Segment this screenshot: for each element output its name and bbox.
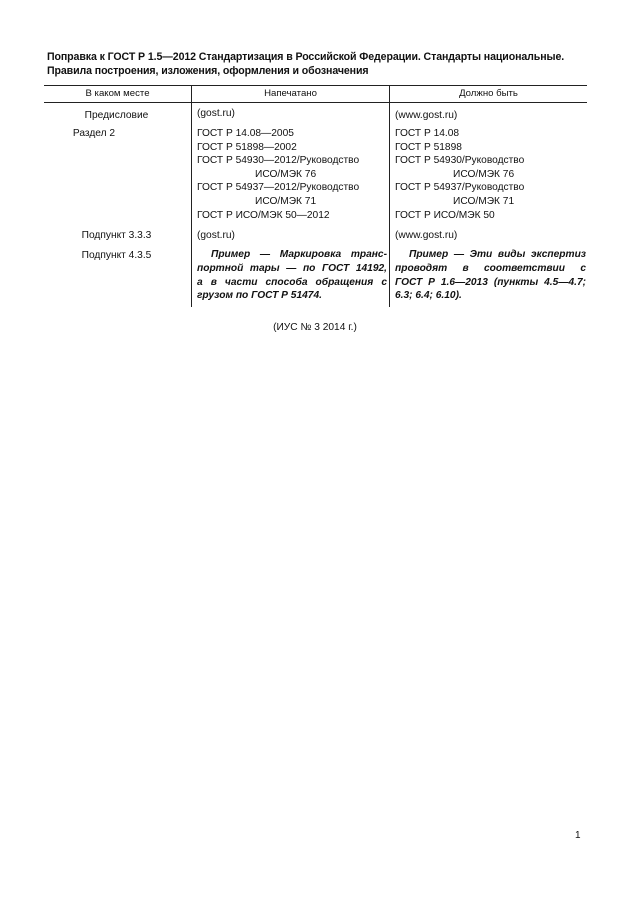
should-line: (www.gost.ru): [395, 110, 458, 121]
row-printed: [197, 107, 387, 121]
header-bottom-rule: [44, 102, 587, 103]
printed-line: ИСО/МЭК 71: [255, 195, 317, 207]
row-should-be: [395, 109, 585, 123]
row-should-be: [395, 229, 585, 243]
should-line: ГОСТ Р 54937/Руководство: [395, 182, 525, 194]
should-line: ГОСТ Р ИСО/МЭК 50: [395, 209, 495, 221]
should-line: ГОСТ Р 1.6—2013 (пункты 4.5—4.7;: [395, 276, 586, 288]
printed-line: (gost.ru): [197, 230, 235, 241]
row-location: Раздел 2: [72, 128, 116, 139]
printed-line: а в части способа обращения с: [197, 276, 387, 288]
printed-line: ИСО/МЭК 76: [255, 168, 317, 180]
row-printed: [197, 229, 387, 243]
row-printed: [197, 127, 387, 222]
row-printed-example: [197, 248, 387, 303]
ius-reference: (ИУС № 3 2014 г.): [273, 322, 357, 333]
printed-line: портной тары — по ГОСТ 14192,: [197, 262, 387, 274]
should-line: ИСО/МЭК 76: [453, 168, 515, 180]
should-line: ГОСТ Р 51898: [395, 141, 462, 153]
title-line-2: Правила построения, изложения, оформления и обозначения: [47, 65, 369, 77]
printed-line: ГОСТ Р 54930—2012/Руководство: [197, 155, 360, 167]
should-line: 6.3; 6.4; 6.10).: [395, 290, 462, 302]
printed-line: Пример — Маркировка транс-: [211, 249, 387, 260]
row-should-be-example: [395, 248, 586, 303]
printed-line: ГОСТ Р 54937—2012/Руководство: [197, 182, 360, 194]
should-line: (www.gost.ru): [395, 230, 458, 241]
row-location: Предисловие: [84, 110, 149, 121]
row-location: Подпункт 3.3.3: [81, 230, 152, 241]
title-line-1: Поправка к ГОСТ Р 1.5—2012 Стандартизация в Российской Федерации. Стандарты национальные.: [47, 51, 565, 63]
column-divider-2: [389, 85, 390, 307]
printed-line: грузом по ГОСТ Р 51474.: [197, 290, 322, 302]
printed-line: ГОСТ Р 51898—2002: [197, 141, 297, 153]
should-line: ГОСТ Р 54930/Руководство: [395, 155, 525, 167]
should-line: Пример — Эти виды экспертиз: [409, 249, 586, 260]
row-location: Подпункт 4.3.5: [81, 250, 152, 261]
header-location: В каком месте: [85, 88, 150, 99]
printed-line: ГОСТ Р ИСО/МЭК 50—2012: [197, 209, 330, 221]
column-divider-1: [191, 85, 192, 307]
printed-line: (gost.ru): [197, 108, 235, 119]
should-line: ИСО/МЭК 71: [453, 195, 515, 207]
should-line: проводят в соответствии с: [395, 262, 586, 274]
printed-line: ГОСТ Р 14.08—2005: [197, 128, 294, 139]
table-top-rule: [44, 85, 587, 86]
header-should-be: Должно быть: [459, 88, 518, 99]
header-printed: Напечатано: [264, 88, 317, 99]
document-title: [47, 50, 592, 78]
page-number: 1: [575, 830, 581, 841]
row-should-be: [395, 127, 585, 222]
should-line: ГОСТ Р 14.08: [395, 128, 460, 139]
